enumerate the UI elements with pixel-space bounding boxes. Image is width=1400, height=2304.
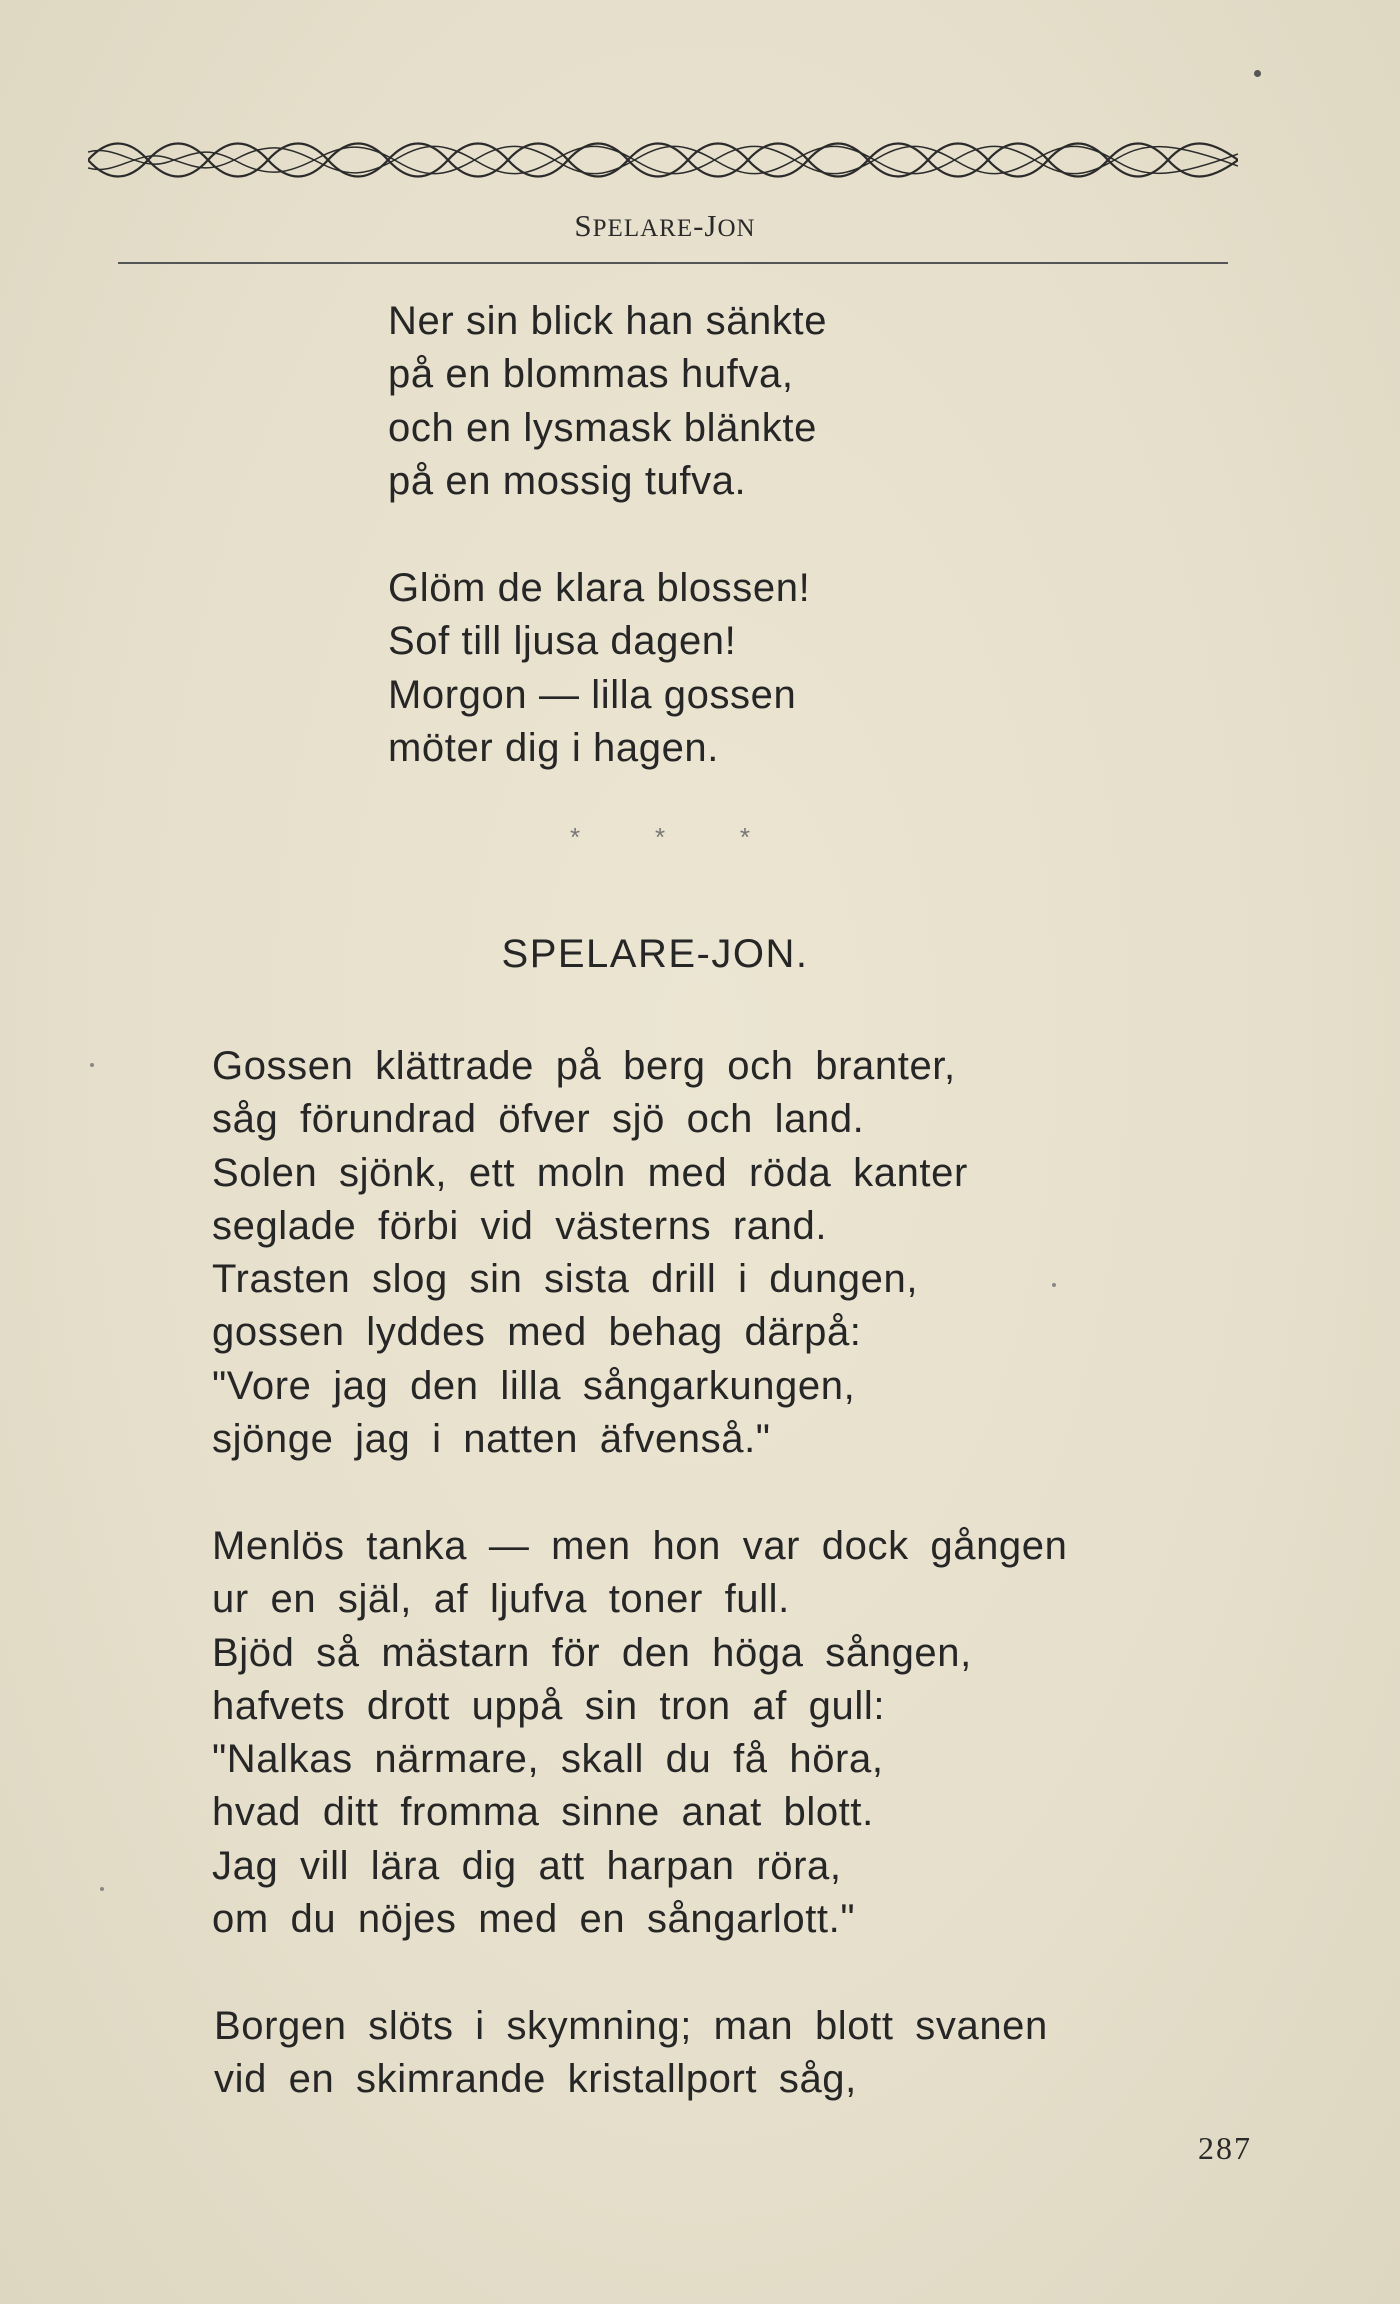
poem-line: Bjöd så mästarn för den höga sången,	[212, 1630, 972, 1675]
poem-line: om du nöjes med en sångarlott."	[212, 1897, 856, 1942]
poem-line: sjönge jag i natten äfvenså."	[212, 1417, 771, 1462]
poem-stanza-2	[212, 1520, 1067, 1946]
poem-line: gossen lyddes med behag därpå:	[212, 1310, 862, 1355]
poem-line: seglade förbi vid västerns rand.	[212, 1203, 828, 1248]
poem-line: Glöm de klara blossen!	[388, 566, 811, 610]
poem-line: "Nalkas närmare, skall du få höra,	[212, 1737, 884, 1782]
poem-line: Borgen slöts i skymning; man blott svanen	[214, 2004, 1048, 2048]
poem-line: Gossen klättrade på berg och branter,	[212, 1044, 956, 1088]
header-rule	[118, 262, 1228, 264]
poem-line: hvad ditt fromma sinne anat blott.	[212, 1790, 874, 1835]
poem-line: ur en själ, af ljufva toner full.	[212, 1577, 790, 1622]
paper-speck	[90, 1063, 94, 1067]
asterisk-icon: *	[739, 822, 750, 852]
poem-line: Menlös tanka — men hon var dock gången	[212, 1524, 1068, 1568]
poem-line: hafvets drott uppå sin tron af gull:	[212, 1683, 886, 1728]
poem-line: på en blommas hufva,	[388, 352, 794, 397]
poem-line: "Vore jag den lilla sångarkungen,	[212, 1363, 856, 1408]
page-number: 287	[1198, 2130, 1252, 2166]
poem-line: Morgon — lilla gossen	[388, 672, 797, 717]
poem-line: Jag vill lära dig att harpan röra,	[212, 1843, 842, 1888]
running-header-text: SPELARE-JON	[574, 208, 756, 243]
poem-stanza-1	[212, 1040, 968, 1466]
paper-speck	[1254, 70, 1261, 77]
poem-line: såg förundrad öfver sjö och land.	[212, 1097, 865, 1142]
poem-line: och en lysmask blänkte	[388, 405, 817, 450]
asterisk-icon: *	[654, 822, 666, 852]
poem-line: på en mossig tufva.	[388, 458, 747, 503]
poem-stanza-3	[214, 2000, 1048, 2107]
poem-line: Solen sjönk, ett moln med röda kanter	[212, 1150, 968, 1195]
poem-line: möter dig i hagen.	[388, 725, 719, 770]
decorative-header-ornament-icon	[88, 132, 1238, 188]
poem-title: SPELARE-JON.	[501, 932, 809, 976]
asterisk-icon: *	[570, 822, 581, 852]
poem-line: Ner sin blick han sänkte	[388, 299, 828, 343]
poem-line: Sof till ljusa dagen!	[388, 619, 737, 664]
poem-line: vid en skimrande kristallport såg,	[214, 2057, 857, 2102]
running-header-title	[0, 208, 1330, 244]
intro-stanza-2	[388, 562, 810, 775]
intro-stanza-1	[388, 295, 827, 508]
poem-line: Trasten slog sin sista drill i dungen,	[212, 1257, 919, 1302]
section-divider-asterisms	[570, 822, 750, 853]
paper-speck	[100, 1887, 104, 1891]
paper-speck	[1052, 1283, 1056, 1287]
